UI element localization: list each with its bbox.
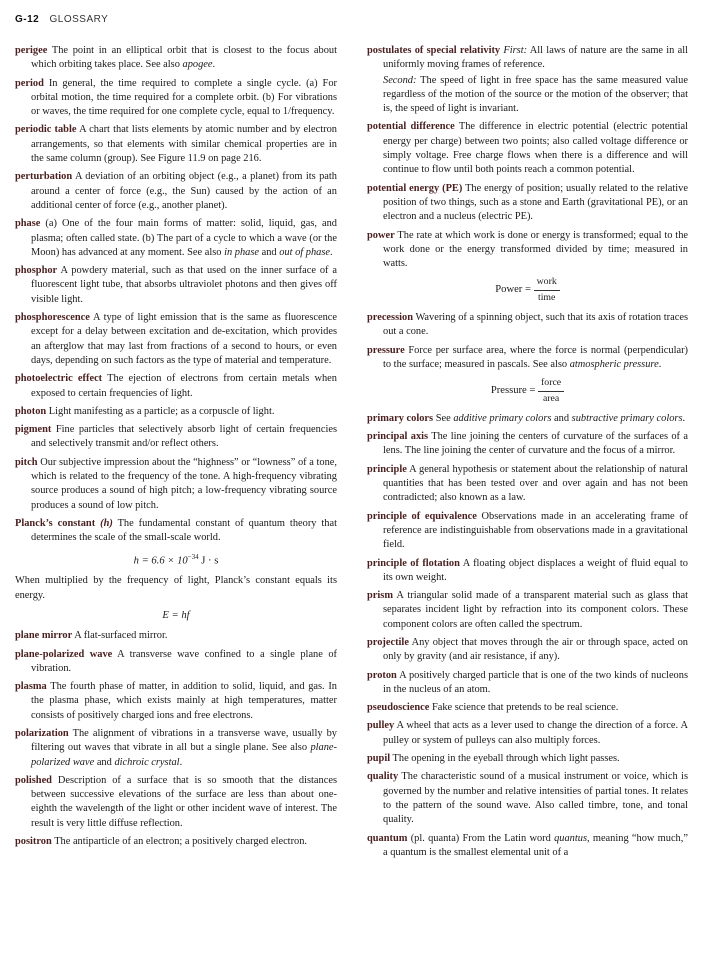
glossary-entry-positron bbox=[15, 835, 337, 849]
see-also-link: atmospheric pressure bbox=[569, 358, 659, 370]
glossary-entry-photoelectric-effect bbox=[15, 372, 337, 401]
glossary-entry-polarization: polarization The alignment of vibrations in a transverse wave, usually by filtering out waves that vibrate in all but a single plane. See also plane-polarized wave and dichroic crystal. bbox=[15, 728, 337, 768]
glossary-entry-principle-of-equivalence bbox=[367, 510, 688, 553]
term-principle-of-equivalence: principle of equivalence bbox=[367, 510, 477, 522]
definition: A wheel that acts as a lever used to change the direction of a force. A pulley or system of pulleys can also multiply forces. bbox=[383, 720, 688, 746]
definition: The opening in the eyeball through which light passes. bbox=[392, 753, 620, 765]
glossary-entry-perigee: perigee The point in an elliptical orbit that is closest to the focus about which orbiting takes place. See also apogee. bbox=[15, 45, 337, 71]
term-pressure: pressure bbox=[367, 344, 405, 356]
see-also-link: out of phase bbox=[279, 246, 331, 258]
definition: The line joining the centers of curvature of the surfaces of a lens. The line joining the center of curvature and the focus of a mirror. bbox=[383, 431, 688, 457]
term-positron: positron bbox=[15, 836, 52, 848]
definition: Fine particles that selectively absorb light of certain frequencies and selectively transmit and/or reflect others. bbox=[31, 424, 337, 450]
glossary-entry-quantum: quantum (pl. quanta) From the Latin word quantus, meaning “how much,” a quantum is the smallest elemental unit of a bbox=[367, 832, 688, 858]
term-principle-of-flotation: principle of flotation bbox=[367, 557, 460, 569]
glossary-entry-proton bbox=[367, 669, 688, 698]
see-also-link: additive primary colors bbox=[453, 412, 552, 424]
term-potential-difference: potential difference bbox=[367, 121, 455, 133]
definition: All laws of nature are the same in all uniformly moving frames of reference. bbox=[383, 45, 688, 71]
glossary-entry-quality bbox=[367, 770, 688, 827]
term-perturbation: perturbation bbox=[15, 171, 73, 183]
definition: Fake science that pretends to be real science. bbox=[431, 702, 619, 714]
term-pitch: pitch bbox=[15, 456, 38, 468]
definition: A type of light emission that is the same as fluorescence except for a delay between excitation and de-excitation, which provides an afterglow that may last from fractions of a second to hours, or even days, depending on such factors as the type of material and temperature. bbox=[31, 312, 338, 366]
glossary-entry-pulley bbox=[367, 719, 688, 748]
definition: The ejection of electrons from certain metals when exposed to certain frequencies of light. bbox=[31, 373, 337, 399]
see-also-link: subtractive primary colors bbox=[571, 412, 683, 424]
glossary-entry-principle-of-flotation bbox=[367, 557, 688, 586]
glossary-entry-potential-energy bbox=[367, 182, 688, 225]
definition: The fourth phase of matter, in addition to solid, liquid, and gas. In the plasma phase, which exists mainly at high temperatures, matter consists of positively charged ions and free electrons. bbox=[31, 681, 337, 721]
see-also-link: dichroic crystal bbox=[114, 756, 180, 768]
term-periodic-table: periodic table bbox=[15, 124, 77, 136]
glossary-entry-phase: phase (a) One of the four main forms of matter: solid, liquid, gas, and plasma; often called state. (b) The part of a cycle to which a wave (or the Moon) has advanced at any moment. See also in phase and out of phase. bbox=[15, 218, 337, 258]
term-quality: quality bbox=[367, 771, 399, 783]
planck-symbol: (h) bbox=[100, 517, 113, 529]
glossary-entry-primary-colors: primary colors See additive primary colors and subtractive primary colors. bbox=[367, 412, 686, 424]
fraction: $\frac{\text{work}}{\text{time}}$ bbox=[534, 275, 560, 305]
glossary-entry-postulates: postulates of special relativity First: All laws of nature are the same in all uniformly moving frames of reference. bbox=[367, 45, 688, 71]
definition: The point in an elliptical orbit that is closest to the focus about which orbiting takes place. See also bbox=[31, 45, 337, 71]
definition: A triangular solid made of a transparent material such as glass that separates incident light by refraction into its component colors. These component colors are often called the spectrum. bbox=[383, 590, 688, 630]
definition: In general, the time required to complete a single cycle. (a) For orbital motion, the time required for a complete orbit. (b) For vibrations or waves, the time required for one complete cycle, equal to 1/frequency. bbox=[31, 77, 337, 118]
glossary-entry-plancks-constant bbox=[15, 517, 337, 546]
page-header bbox=[15, 14, 108, 25]
definition: A powdery material, such as that used on the inner surface of a fluorescent light tube, that absorbs ultraviolet photons and then gives off visible light. bbox=[31, 265, 337, 305]
glossary-entry-period bbox=[15, 77, 337, 120]
see-also-link: apogee bbox=[182, 59, 213, 71]
term-quantum: quantum bbox=[367, 832, 408, 844]
term-pupil: pupil bbox=[367, 753, 391, 765]
glossary-entry-plane-mirror bbox=[15, 629, 337, 643]
glossary-entry-phosphorescence bbox=[15, 311, 337, 368]
glossary-entry-pressure: pressure Force per surface area, where the force is normal (perpendicular) to the surface; measured in pascals. See also atmospheric pressure. bbox=[367, 344, 688, 370]
term-principle: principle bbox=[367, 463, 407, 475]
term-plane-mirror: plane mirror bbox=[15, 630, 73, 642]
term-plane-polarized-wave: plane-polarized wave bbox=[15, 648, 113, 660]
term-period: period bbox=[15, 77, 44, 89]
glossary-entry-potential-difference bbox=[367, 120, 688, 177]
definition: Any object that moves through the air or through space, acted on only by gravity (and air resistance, if any). bbox=[383, 636, 688, 663]
glossary-entry-plasma bbox=[15, 680, 337, 723]
term-precession: precession bbox=[367, 312, 413, 324]
glossary-entry-phosphor bbox=[15, 264, 337, 307]
definition: Light manifesting as a particle; as a corpuscle of light. bbox=[48, 405, 275, 417]
definition: A flat-surfaced mirror. bbox=[74, 630, 168, 642]
definition: A chart that lists elements by atomic number and by electron arrangements, so that elements with similar chemical properties are in the same column (group). See Figure 11.9 on page 216. bbox=[31, 124, 337, 165]
glossary-entry-pitch bbox=[15, 456, 337, 513]
definition: Force per surface area, where the force is normal (perpendicular) to the surface; measured in pascals. See also bbox=[383, 344, 688, 370]
definition: The energy of position; usually related to the relative position of two things, such as a stone and Earth (gravitational PE), or an electron and a nucleus (electric PE). bbox=[383, 182, 688, 223]
term-prism: prism bbox=[367, 590, 393, 602]
planck-formula: $h = 6.6 \times 10^{-34}$ J · s bbox=[133, 552, 219, 567]
glossary-entry-plane-polarized-wave bbox=[15, 648, 337, 677]
glossary-entry-prism bbox=[367, 589, 688, 632]
term-postulates: postulates of special relativity bbox=[367, 45, 501, 56]
definition: The difference in electric potential (electric potential energy per charge) between two points; also called voltage difference or simply voltage. Free charge flows when there is a difference and will continue to flow until both points reach a common potential. bbox=[383, 121, 688, 176]
power-formula: Power = $\frac{\text{work}}{\text{time}}$ bbox=[367, 275, 688, 305]
pressure-formula: Pressure = $\frac{\text{force}}{\text{area}}$ bbox=[367, 376, 688, 406]
definition: A floating object displaces a weight of fluid equal to its own weight. bbox=[383, 557, 689, 583]
term-polarization: polarization bbox=[15, 728, 69, 739]
glossary-entry-power bbox=[367, 229, 688, 272]
term-phosphorescence: phosphorescence bbox=[15, 312, 90, 324]
glossary-entry-pupil bbox=[367, 752, 688, 766]
section-title: GLOSSARY bbox=[49, 14, 109, 25]
term-primary-colors: primary colors bbox=[367, 412, 434, 424]
definition: (a) One of the four main forms of matter: solid, liquid, gas, and plasma; often called state. (b) The part of a cycle to which a wave (or the Moon) has advanced at any moment. See also bbox=[31, 218, 337, 258]
right-column bbox=[367, 44, 688, 864]
glossary-entry-perturbation bbox=[15, 170, 337, 213]
definition: The rate at which work is done or energy is transformed; equal to the work done or the energy transformed divided by time; measured in watts. bbox=[383, 229, 688, 270]
page-number: G-12 bbox=[15, 14, 40, 25]
glossary-entry-precession bbox=[367, 311, 688, 340]
glossary-entry-postulates-second: Second: The speed of light in free space has the same measured value regardless of the motion of the source or the motion of the observer; that is, the speed of light is invariant. bbox=[383, 74, 688, 115]
term-photon: photon bbox=[15, 405, 47, 417]
definition: The alignment of vibrations in a transverse wave, usually by filtering out waves that vibrate in all but a single plane. See also bbox=[31, 728, 337, 754]
term-power: power bbox=[367, 229, 395, 241]
glossary-entry-principal-axis bbox=[367, 430, 688, 459]
term-proton: proton bbox=[367, 669, 397, 681]
definition: The characteristic sound of a musical instrument or voice, which is governed by the number and relative intensities of partial tones. It relates to the pattern of the sound wave. Also called timbre, tone, and tonal quality. bbox=[383, 771, 688, 826]
term-principal-axis: principal axis bbox=[367, 431, 429, 443]
left-column bbox=[15, 44, 337, 853]
term-phosphor: phosphor bbox=[15, 265, 58, 277]
definition: The speed of light in free space has the same measured value regardless of the motion of the source or the motion of the observer; that is, the speed of light is invariant. bbox=[383, 74, 688, 115]
planck-note: When multiplied by the frequency of light, Planck’s constant equals its energy. bbox=[15, 575, 337, 601]
glossary-entry-periodic-table bbox=[15, 123, 337, 166]
definition: Wavering of a spinning object, such that its axis of rotation traces out a cone. bbox=[383, 312, 688, 338]
term-potential-energy: potential energy (PE) bbox=[367, 182, 463, 194]
definition: Observations made in an accelerating frame of reference are indistinguishable from observations made in a gravitational field. bbox=[383, 510, 688, 551]
glossary-entry-pigment bbox=[15, 423, 337, 452]
term-projectile: projectile bbox=[367, 636, 409, 648]
term-pseudoscience: pseudoscience bbox=[367, 702, 430, 714]
glossary-entry-photon bbox=[15, 405, 337, 419]
term-photoelectric-effect: photoelectric effect bbox=[15, 373, 103, 385]
term-phase: phase bbox=[15, 218, 41, 230]
fraction: $\frac{\text{force}}{\text{area}}$ bbox=[538, 376, 564, 406]
glossary-entry-polished bbox=[15, 774, 337, 831]
see-also-link: plane-polarized wave bbox=[31, 742, 337, 768]
term-polished: polished bbox=[15, 774, 52, 786]
glossary-entry-projectile bbox=[367, 636, 688, 665]
glossary-entry-principle bbox=[367, 463, 688, 506]
see-also-link: in phase bbox=[224, 246, 259, 258]
energy-formula: E = hf bbox=[162, 609, 190, 621]
definition: The antiparticle of an electron; a positively charged electron. bbox=[54, 836, 308, 848]
definition: The fundamental constant of quantum theory that determines the scale of the small-scale world. bbox=[31, 517, 337, 544]
term-pigment: pigment bbox=[15, 424, 52, 436]
term-plasma: plasma bbox=[15, 681, 47, 693]
term-plancks-constant: Planck’s constant bbox=[15, 517, 96, 529]
definition: A positively charged particle that is one of the two kinds of nucleons in the nucleus of an atom. bbox=[383, 669, 688, 695]
definition: A general hypothesis or statement about the relationship of natural quantities that has been tested over and over again and has not been contradicted; also known as a law. bbox=[383, 463, 688, 504]
term-perigee: perigee bbox=[15, 45, 48, 56]
definition: A deviation of an orbiting object (e.g., a planet) from its path around a center of force (e.g., the Sun) caused by the action of an additional center of force (e.g., another planet). bbox=[31, 171, 337, 211]
glossary-entry-pseudoscience bbox=[367, 701, 688, 715]
definition: Our subjective impression about the “highness” or “lowness” of a tone, which is related to the frequency of the tone. A high-frequency vibrating source produces a sound of high pitch; a low-frequency vibrating source produces a sound of low pitch. bbox=[31, 456, 337, 511]
definition: A transverse wave confined to a single plane of vibration. bbox=[31, 648, 337, 674]
term-pulley: pulley bbox=[367, 720, 395, 732]
definition: Description of a surface that is so smooth that the distances between successive elevations of the surface are less than about one-eighth the wavelength of the light or other incident wave of interest. The result is very little diffuse reflection. bbox=[31, 774, 337, 829]
